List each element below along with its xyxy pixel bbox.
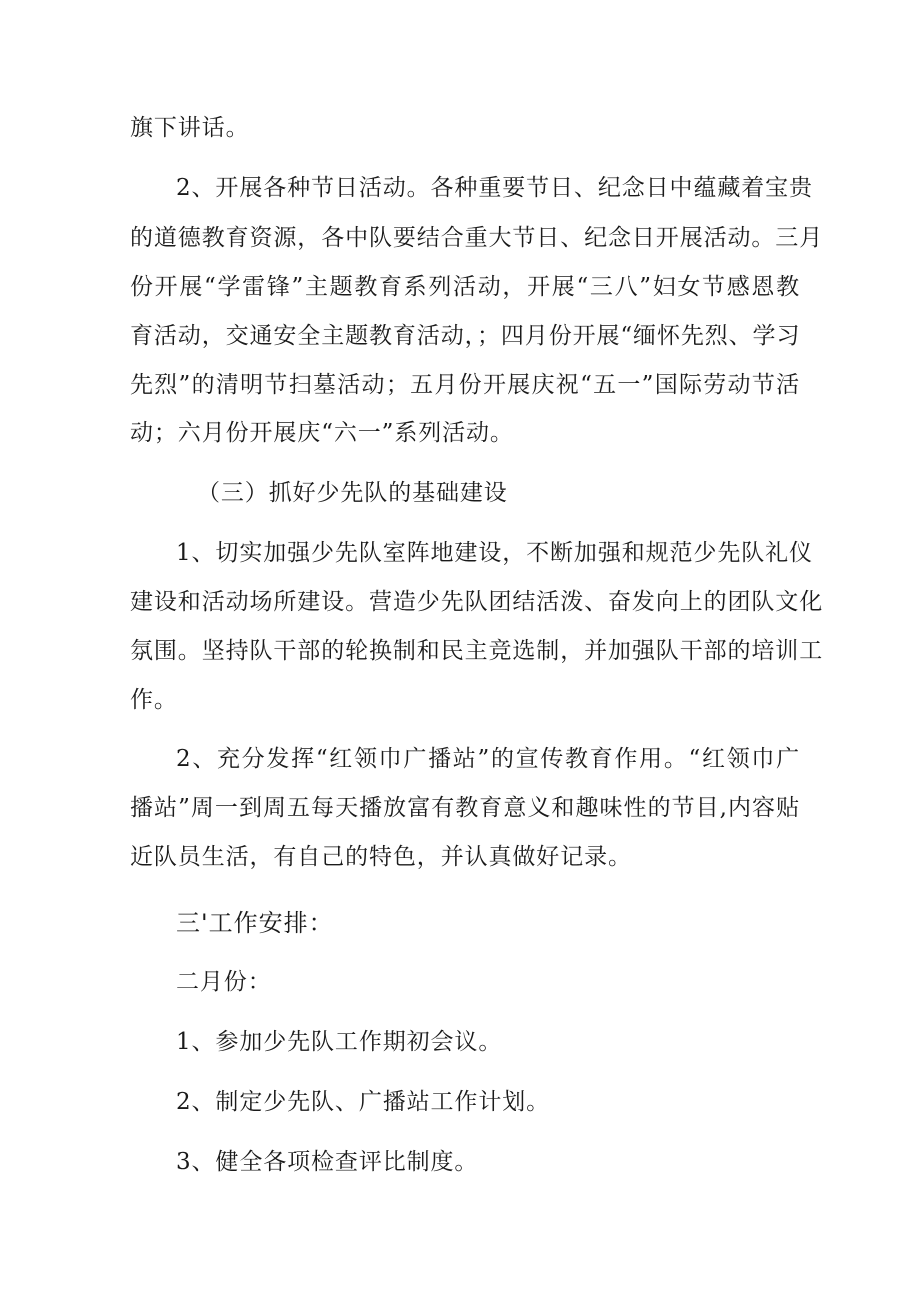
- paragraph-line: 近队员生活，有自己的特色，并认真做好记录。: [130, 844, 632, 870]
- list-item: 2、制定少先队、广播站工作计划。: [176, 1089, 551, 1115]
- paragraph-line: 作。: [130, 687, 178, 713]
- paragraph-line: 2、充分发挥“红领巾广播站”的宣传教育作用。“红领巾广: [176, 746, 800, 772]
- paragraph-line: 份开展“学雷锋”主题教育系列活动，开展“三八”妇女节感恩教: [130, 274, 800, 300]
- paragraph-line: 先烈”的清明节扫墓活动；五月份开展庆祝“五一”国际劳动节活: [130, 372, 800, 398]
- list-item: 3、健全各项检查评比制度。: [176, 1149, 479, 1175]
- paragraph-line: 氛围。坚持队干部的轮换制和民主竞选制，并加强队干部的培训工: [130, 638, 824, 664]
- section-title: 三'工作安排：: [176, 909, 334, 937]
- paragraph-line: 建设和活动场所建设。营造少先队团结活泼、奋发向上的团队文化: [130, 589, 824, 615]
- paragraph-line: 育活动，交通安全主题教育活动，；四月份开展“缅怀先烈、学习: [130, 323, 801, 349]
- paragraph-line: 1、切实加强少先队室阵地建设，不断加强和规范少先队礼仪: [176, 540, 813, 566]
- paragraph-line: 的道德教育资源，各中队要结合重大节日、纪念日开展活动。三月: [130, 225, 824, 251]
- paragraph-line: 2、开展各种节日活动。各种重要节日、纪念日中蕴藏着宝贵: [176, 175, 813, 201]
- paragraph-line: 播站”周一到周五每天播放富有教育意义和趣味性的节目,内容贴: [130, 795, 800, 821]
- list-item: 1、参加少先队工作期初会议。: [176, 1029, 503, 1055]
- paragraph-line: 动；六月份开展庆“六一”系列活动。: [130, 420, 514, 446]
- month-label: 二月份：: [176, 969, 272, 995]
- section-heading: （三）抓好少先队的基础建设: [197, 480, 508, 506]
- paragraph-line: 旗下讲话。: [130, 115, 250, 141]
